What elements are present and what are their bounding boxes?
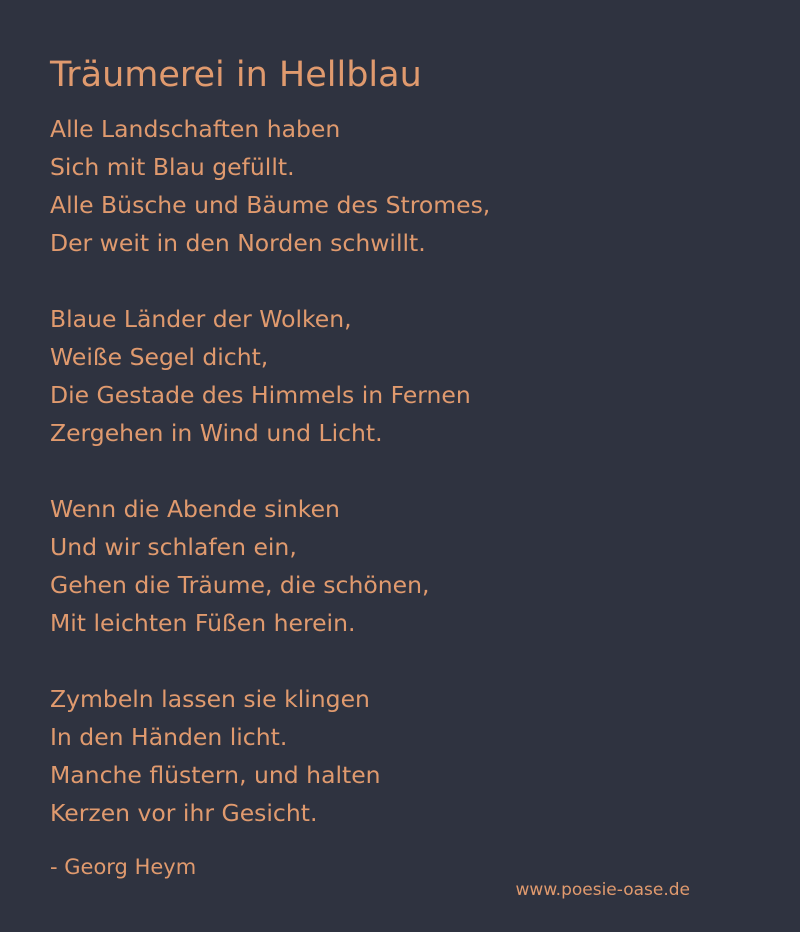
poem-title: Träumerei in Hellblau — [50, 55, 422, 95]
poem-author: - Georg Heym — [50, 855, 197, 879]
poem-line: Mit leichten Füßen herein. — [50, 609, 356, 637]
stanza-2 — [50, 300, 770, 452]
poem-line: Alle Büsche und Bäume des Stromes, — [50, 191, 491, 219]
poem-line: Gehen die Träume, die schönen, — [50, 571, 430, 599]
poem-body — [50, 110, 770, 870]
website-url[interactable]: www.poesie-oase.de — [515, 880, 690, 900]
poem-line: Manche flüstern, und halten — [50, 761, 381, 789]
poem-line: Zymbeln lassen sie klingen — [50, 685, 370, 713]
stanza-1 — [50, 110, 770, 262]
poem-line: Zergehen in Wind und Licht. — [50, 419, 383, 447]
stanza-4 — [50, 680, 770, 832]
poem-line: Weiße Segel dicht, — [50, 343, 269, 371]
poem-line: Blaue Länder der Wolken, — [50, 305, 352, 333]
stanza-3 — [50, 490, 770, 642]
poem-line: Der weit in den Norden schwillt. — [50, 229, 426, 257]
poem-line: Wenn die Abende sinken — [50, 495, 340, 523]
poem-line: Alle Landschaften haben — [50, 115, 341, 143]
poem-line: In den Händen licht. — [50, 723, 288, 751]
poem-line: Und wir schlafen ein, — [50, 533, 297, 561]
poem-line: Kerzen vor ihr Gesicht. — [50, 799, 318, 827]
poem-line: Sich mit Blau gefüllt. — [50, 153, 295, 181]
poem-line: Die Gestade des Himmels in Fernen — [50, 381, 471, 409]
